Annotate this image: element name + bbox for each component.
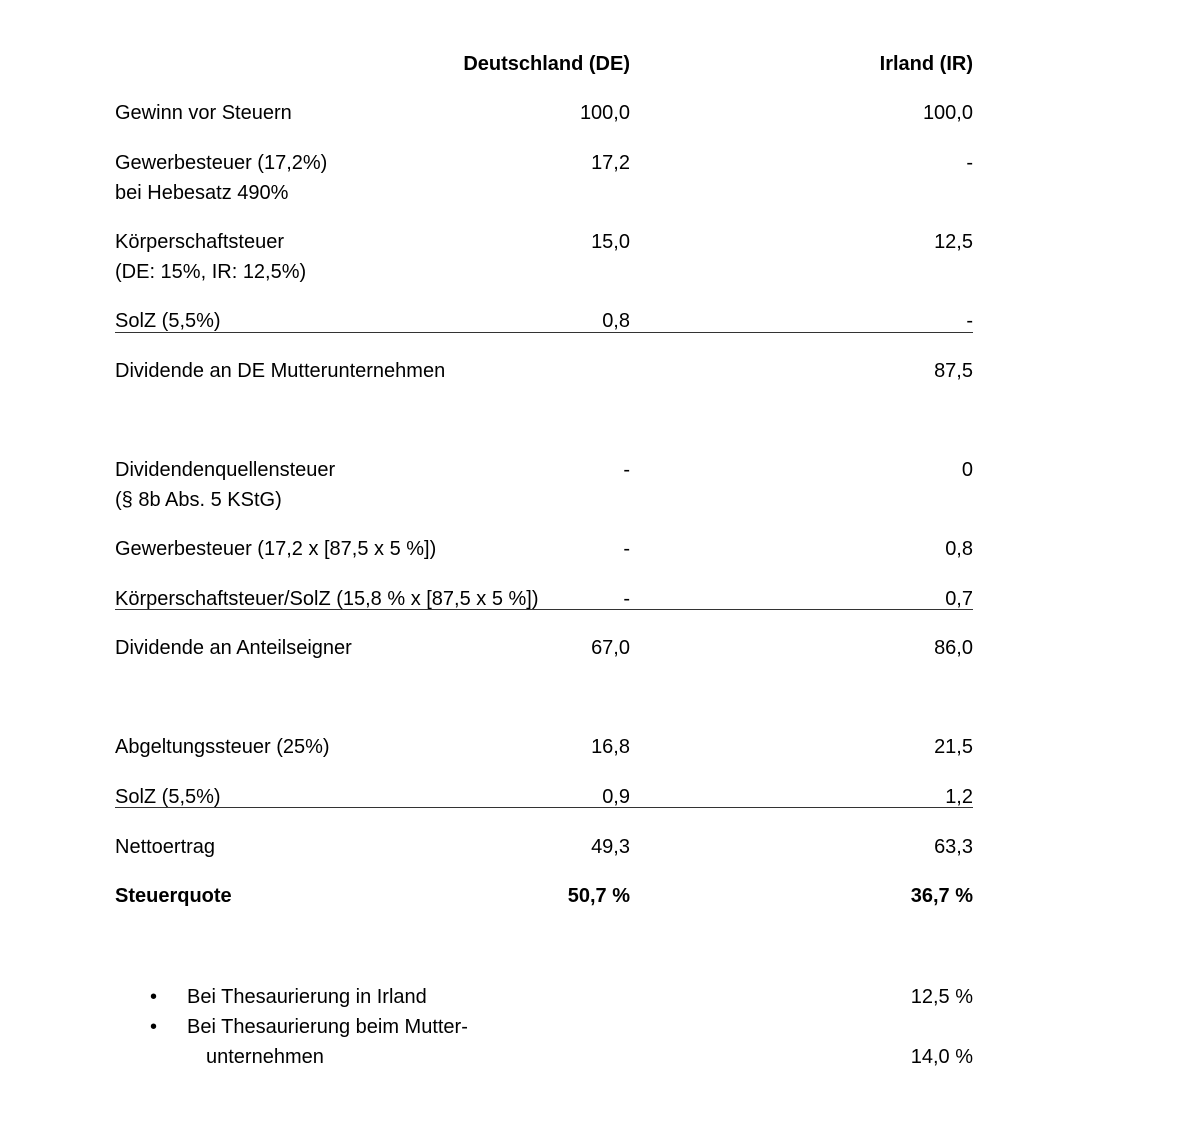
row-label-dividende-mutter: Dividende an DE Mutterunternehmen (115, 360, 446, 382)
row-sublabel-quellensteuer: (§ 8b Abs. 5 KStG) (115, 489, 282, 511)
row-value-de-gewerbesteuer-dividende: - (623, 538, 630, 560)
row-sublabel-koerperschaftsteuer: (DE: 15%, IR: 12,5%) (115, 261, 307, 283)
bullet-value-irland: 12,5 % (910, 986, 973, 1008)
row-sublabel-gewerbesteuer: bei Hebesatz 490% (115, 182, 289, 204)
row-value-ir-koerperschaftsteuer: 12,5 (934, 231, 973, 253)
bullet-symbol: • (150, 986, 158, 1008)
row-value-ir-solz: - (966, 310, 973, 332)
row-value-de-kst-solz-dividende: - (623, 588, 630, 610)
row-label-abgeltungssteuer: Abgeltungssteuer (25%) (115, 736, 330, 758)
bullet-text-irland: Bei Thesaurierung in Irland (187, 986, 427, 1008)
bullet-text-mutter-cont: unternehmen (206, 1046, 324, 1068)
row-value-de-steuerquote: 50,7 % (567, 885, 630, 907)
row-value-de-gewinn: 100,0 (579, 102, 630, 124)
row-value-de-quellensteuer: - (623, 459, 630, 481)
subtotal-rule (115, 807, 973, 808)
column-header-de: Deutschland (DE) (463, 53, 630, 75)
row-value-ir-quellensteuer: 0 (961, 459, 973, 481)
row-value-de-nettoertrag: 49,3 (591, 836, 630, 858)
row-value-de-dividende-anteilseigner: 67,0 (591, 637, 630, 659)
row-label-kst-solz-dividende: Körperschaftsteuer/SolZ (15,8 % x [87,5 x 5 %]) (115, 588, 539, 610)
subtotal-rule (115, 609, 973, 610)
row-value-ir-dividende-mutter: 87,5 (934, 360, 973, 382)
row-value-ir-gewerbesteuer: - (966, 152, 973, 174)
row-value-ir-gewerbesteuer-dividende: 0,8 (945, 538, 973, 560)
row-value-ir-steuerquote: 36,7 % (910, 885, 973, 907)
row-label-nettoertrag: Nettoertrag (115, 836, 216, 858)
row-label-gewinn: Gewinn vor Steuern (115, 102, 292, 124)
subtotal-rule (115, 332, 973, 333)
row-value-de-gewerbesteuer: 17,2 (591, 152, 630, 174)
row-value-ir-solz-2: 1,2 (945, 786, 973, 808)
row-value-de-abgeltungssteuer: 16,8 (591, 736, 630, 758)
row-value-de-solz: 0,8 (602, 310, 630, 332)
row-label-gewerbesteuer-dividende: Gewerbesteuer (17,2 x [87,5 x 5 %]) (115, 538, 437, 560)
row-label-quellensteuer: Dividendenquellensteuer (115, 459, 336, 481)
column-header-ir: Irland (IR) (879, 53, 973, 75)
row-value-ir-gewinn: 100,0 (922, 102, 973, 124)
bullet-text-mutter: Bei Thesaurierung beim Mutter- (187, 1016, 468, 1038)
row-value-ir-nettoertrag: 63,3 (934, 836, 973, 858)
row-label-solz-2: SolZ (5,5%) (115, 786, 221, 808)
row-value-ir-kst-solz-dividende: 0,7 (945, 588, 973, 610)
row-label-koerperschaftsteuer: Körperschaftsteuer (115, 231, 284, 253)
bullet-value-mutter: 14,0 % (910, 1046, 973, 1068)
row-value-ir-dividende-anteilseigner: 86,0 (934, 637, 973, 659)
row-label-steuerquote: Steuerquote (115, 885, 232, 907)
row-label-gewerbesteuer: Gewerbesteuer (17,2%) (115, 152, 328, 174)
row-value-de-koerperschaftsteuer: 15,0 (591, 231, 630, 253)
row-value-ir-abgeltungssteuer: 21,5 (934, 736, 973, 758)
row-label-dividende-anteilseigner: Dividende an Anteilseigner (115, 637, 352, 659)
bullet-symbol: • (150, 1016, 158, 1038)
row-value-de-solz-2: 0,9 (602, 786, 630, 808)
row-label-solz: SolZ (5,5%) (115, 310, 221, 332)
